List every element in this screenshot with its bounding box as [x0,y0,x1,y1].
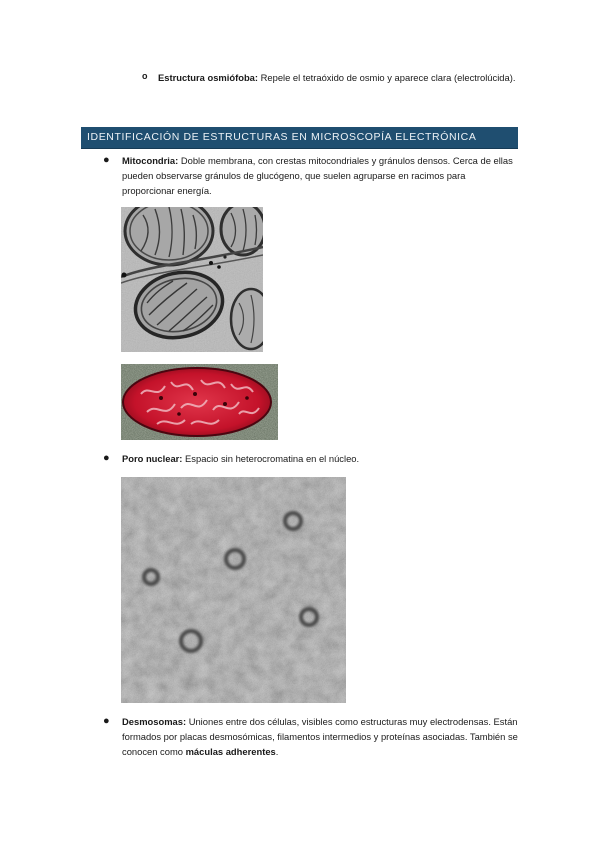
osmiophobic-term: Estructura osmiófoba: [158,72,259,83]
mitochondria-colorized-micrograph [121,364,278,440]
section-heading-banner [81,127,518,149]
desmosomes-text: Uniones entre dos células, visibles como estructuras muy electrodensas. Están formados por placas desmosómicas, filamentos intermedios y proteínas asociadas. También se conocen como [122,716,518,757]
osmiophobic-text: Repele el tetraóxido de osmio y aparece clara (electrolúcida). [258,72,516,83]
desmosomes-emphasis: máculas adherentes [185,746,276,757]
mitochondria-term: Mitocondria: [122,155,179,166]
nuclear-pore-micrograph [121,477,346,703]
desmosomes-item [122,714,518,759]
bullet-marker: ● [103,154,110,166]
bullet-marker: ● [103,452,110,464]
bullet-marker: ● [103,715,110,727]
osmiophobic-item [158,70,518,85]
section-heading: IDENTIFICACIÓN DE ESTRUCTURAS EN MICROSCOPÍA ELECTRÓNICA [87,131,477,143]
nuclear-pore-item [122,451,518,466]
sub-bullet-marker: o [142,71,148,81]
desmosomes-term: Desmosomas: [122,716,187,727]
mitochondria-text: Doble membrana, con crestas mitocondriales y gránulos densos. Cerca de ellas pueden observarse gránulos de glucógeno, que suelen agruparse en racimos para proporcionar energía. [122,155,513,196]
desmosomes-tail: . [275,746,279,757]
mitochondria-item [122,153,518,198]
nuclear-pore-text: Espacio sin heterocromatina en el núcleo. [182,453,360,464]
mitochondria-micrograph [121,207,263,352]
nuclear-pore-term: Poro nuclear: [122,453,183,464]
